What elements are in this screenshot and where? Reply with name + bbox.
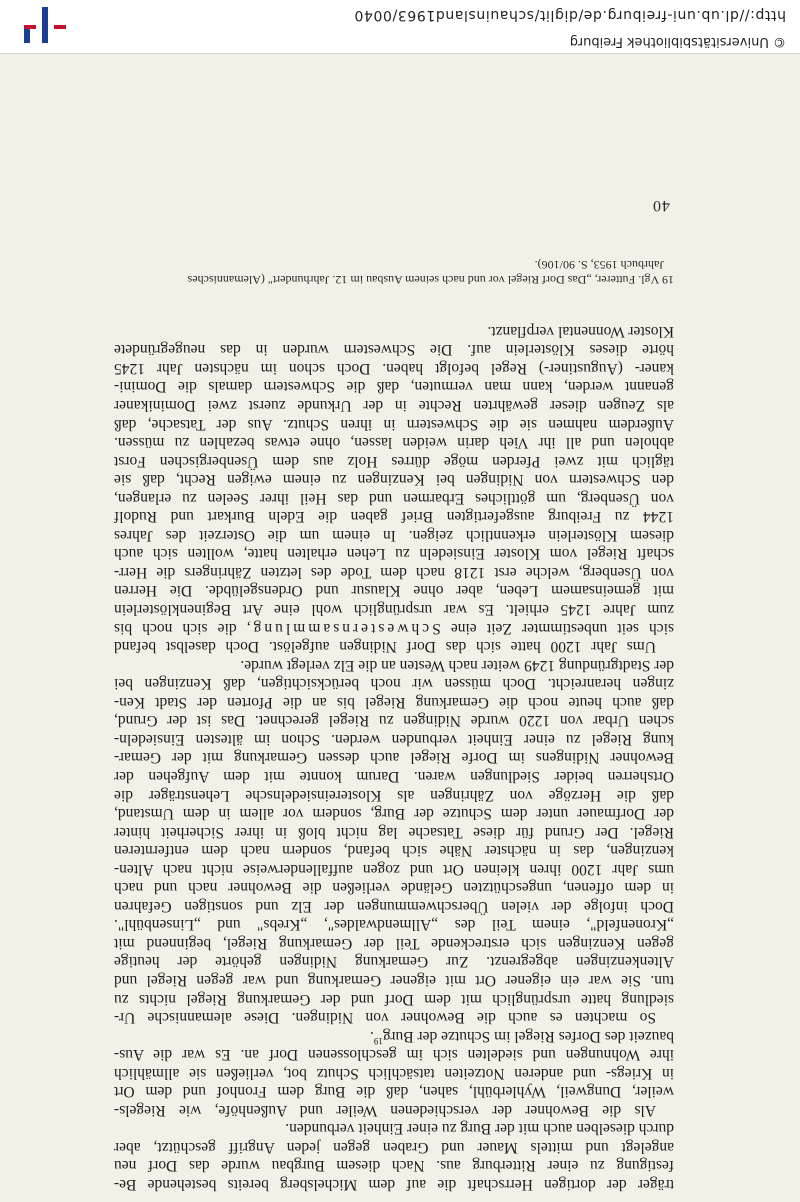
text-line: der Dorfmauer unter dem Schutze der Burg, sondern vor allem in dem Umstand,: [114, 805, 674, 823]
text-line: So machten es auch die Bewohner von Nidingen. Diese alemannische Ur-: [114, 1009, 656, 1027]
footnote: [114, 257, 674, 287]
text-line: ums Jahr 1200 ihren kleinen Ort und zogen auffallenderweise nicht nach Alten-: [114, 860, 674, 878]
text-line: genannt werden, kann man vermuten, daß die Schwestern damals die Domini-: [114, 378, 674, 396]
text-line: festigung zu einer Ritterburg aus. Nach diesem Burgbau wurde das Dorf neu: [114, 1157, 674, 1175]
text-line: den Schwestern von Nidingen bei Kenzingen zu einem ewigen Recht, daß sie: [114, 471, 674, 489]
text-line: Altenkenzingen abgegrenzt. Zur Gemarkung Nidingen gehörte der heutige: [114, 953, 674, 971]
text-line: täglich mit zwei Pferden möge dürres Holz aus dem Üsenbergischen Forst: [114, 452, 674, 470]
text-line: kenzingen, das in nächster Nähe sich befand, sondern nach dem entfernteren: [114, 842, 674, 860]
footnote-line: Jahrbuch 1953, S. 90/106).: [534, 258, 664, 272]
text-line: weiler, Dungweil, Wyhlerbühl, sahen, daß die Burg dem Fronhof und dem Ort: [114, 1083, 674, 1101]
text-line: daß die Herzöge von Zähringen als Klostereinsiedelnsche Lehensträger die: [114, 786, 674, 804]
text-line: diesem Klösterlein erkenntlich zeigen. In einem um die Osterzeit des Jahres: [114, 526, 674, 544]
body-text: [114, 321, 674, 1193]
university-logo: [14, 5, 74, 45]
logo-bar-tip: [24, 29, 30, 43]
logo-bar-center: [42, 7, 48, 43]
header-bar: [0, 0, 800, 54]
text-line: als Zeugen dieser gewährten Rechte in der Urkunde zuerst zwei Dominikaner: [114, 397, 674, 415]
text-line: der Stadtgründung 1249 weiter nach Westen an die Elz verlegt wurde.: [240, 656, 674, 674]
document-page: [0, 54, 800, 1202]
copyright-notice: © Universitätsbibliothek Freiburg: [569, 34, 786, 49]
text-line: ihre Wohnungen und siedelten sich im geschlossenen Dorf an. Es war die Aus-: [114, 1046, 674, 1064]
text-line: von Üsenberg, um göttliches Erbarmen und das Heil ihrer Seelen zu erlangen,: [114, 489, 674, 507]
text-line: „Kronenfeld", einem Teil des „Allmendwaldes", „Krebs" und „Linsenbühl".: [114, 916, 674, 934]
text-line: kaner- (Augustiner-) Regel befolgt haben. Doch schon im nächsten Jahr 1245: [114, 359, 674, 377]
logo-bar-right: [24, 25, 36, 29]
text-line: hörte dieses Klösterlein auf. Die Schwestern wurden in das neugegründete: [114, 341, 674, 359]
text-line: mit gemeinsamem Leben, aber ohne Klausur und Ordensgelübde. Die Herren: [114, 582, 674, 600]
logo-bar-left: [54, 25, 66, 29]
url-link[interactable]: http://dl.ub.uni-freiburg.de/diglit/schauinsland1963/0040: [353, 7, 786, 23]
text-line: in Kriegs- und anderen Notzeiten tatsächlich Schutz bot, verließen sie allmählich: [114, 1064, 674, 1082]
text-line: Bewohner Nidingens im Dorfe Riegel auch dessen Gemarkung mit der Gemar-: [114, 749, 674, 767]
text-line: daß auch heute noch die Gemarkung Riegel bis an die Pforten der Stadt Ken-: [114, 693, 674, 711]
text-line: sich seit unbestimmter Zeit eine Schwesternsammlung, die sich noch bis: [114, 619, 674, 637]
text-line: durch dieselben auch mit der Burg zu einer Einheit verbunden.: [285, 1120, 674, 1138]
text-line: gegen Kenzingen sich erstreckende Teil der Gemarkung Riegel, beginnend mit: [114, 934, 674, 952]
text-line: Riegel. Der Grund für diese Tatsache lag nicht bloß in ihrer Sicherheit hinter: [114, 823, 674, 841]
text-line: siedlung hatte ursprünglich mit dem Dorf und der Gemarkung Riegel nichts zu: [114, 990, 674, 1008]
footnote-ref: 19: [373, 1035, 383, 1046]
text-line: Kloster Wonnental verpflanzt.: [487, 322, 674, 340]
text-line: träger der dortigen Herrschaft die auf dem Michelsberg bereits bestehende Be-: [114, 1176, 674, 1193]
text-line: bauzeit des Dorfes Riegel im Schutze der Burg$^{19}$.: [370, 1027, 674, 1046]
text-line: Als die Bewohner der verschiedenen Weiler und Außenhöfe, wie Riegels-: [114, 1101, 656, 1119]
footnote-line: 19 Vgl. Futterer, „Das Dorf Riegel vor und nach seinem Ausbau im 12. Jahrhundert" (Alemannisches: [187, 273, 674, 287]
text-line: zingen heranreicht. Doch müssen wir noch berücksichtigen, daß Kenzingen bei: [114, 675, 674, 693]
text-line: tun. Sie war ein eigener Ort mit eigener Gemarkung und war gegen Riegel und: [114, 971, 674, 989]
page-number: 40: [652, 197, 670, 214]
text-line: Außerdem nahmen sie die Schwestern in ihren Schutz. Aus der Tatsache, daß: [114, 415, 674, 433]
text-line: schen Urbar von 1220 wurde Nidingen zu Riegel gerechnet. Das ist der Grund,: [114, 712, 674, 730]
text-line: zum Jahre 1245 erhielt. Es war ursprünglich wohl eine Art Beginenklösterlein: [114, 601, 674, 619]
text-line: kung Riegel zu einer Einheit verbunden werden. Schon im ältesten Einsiedeln-: [114, 730, 674, 748]
text-line: schaft Riegel vom Kloster Einsiedeln zu Lehen erhalten hatte, wollten sich auch: [114, 545, 674, 563]
text-line: von Üsenberg, welche erst 1218 nach dem Tode des letzten Zähringers die Herr-: [114, 563, 674, 581]
text-line: angelegt und mittels Mauer und Graben gegen jeden Angriff geschützt, aber: [114, 1138, 674, 1156]
text-line: in dem offenen, ungeschützten Gelände verließen die Bewohner nach und nach: [114, 879, 674, 897]
text-line: Doch infolge der vielen Überschwemmungen der Elz und sonstigen Gefahren: [114, 897, 674, 915]
text-line: 1244 zu Freiburg ausgefertigten Brief gaben die Edeln Burkart und Rudolf: [114, 508, 674, 526]
text-line: Ortsherren beider Siedlungen waren. Darum konnte mit dem Aufgehen der: [114, 767, 674, 785]
text-line: abholen und all ihr Vieh darin weiden lassen, ohne etwas bezahlen zu müssen.: [114, 434, 674, 452]
text-line: Ums Jahr 1200 hatte sich das Dorf Nidingen aufgelöst. Doch daselbst befand: [114, 638, 656, 656]
